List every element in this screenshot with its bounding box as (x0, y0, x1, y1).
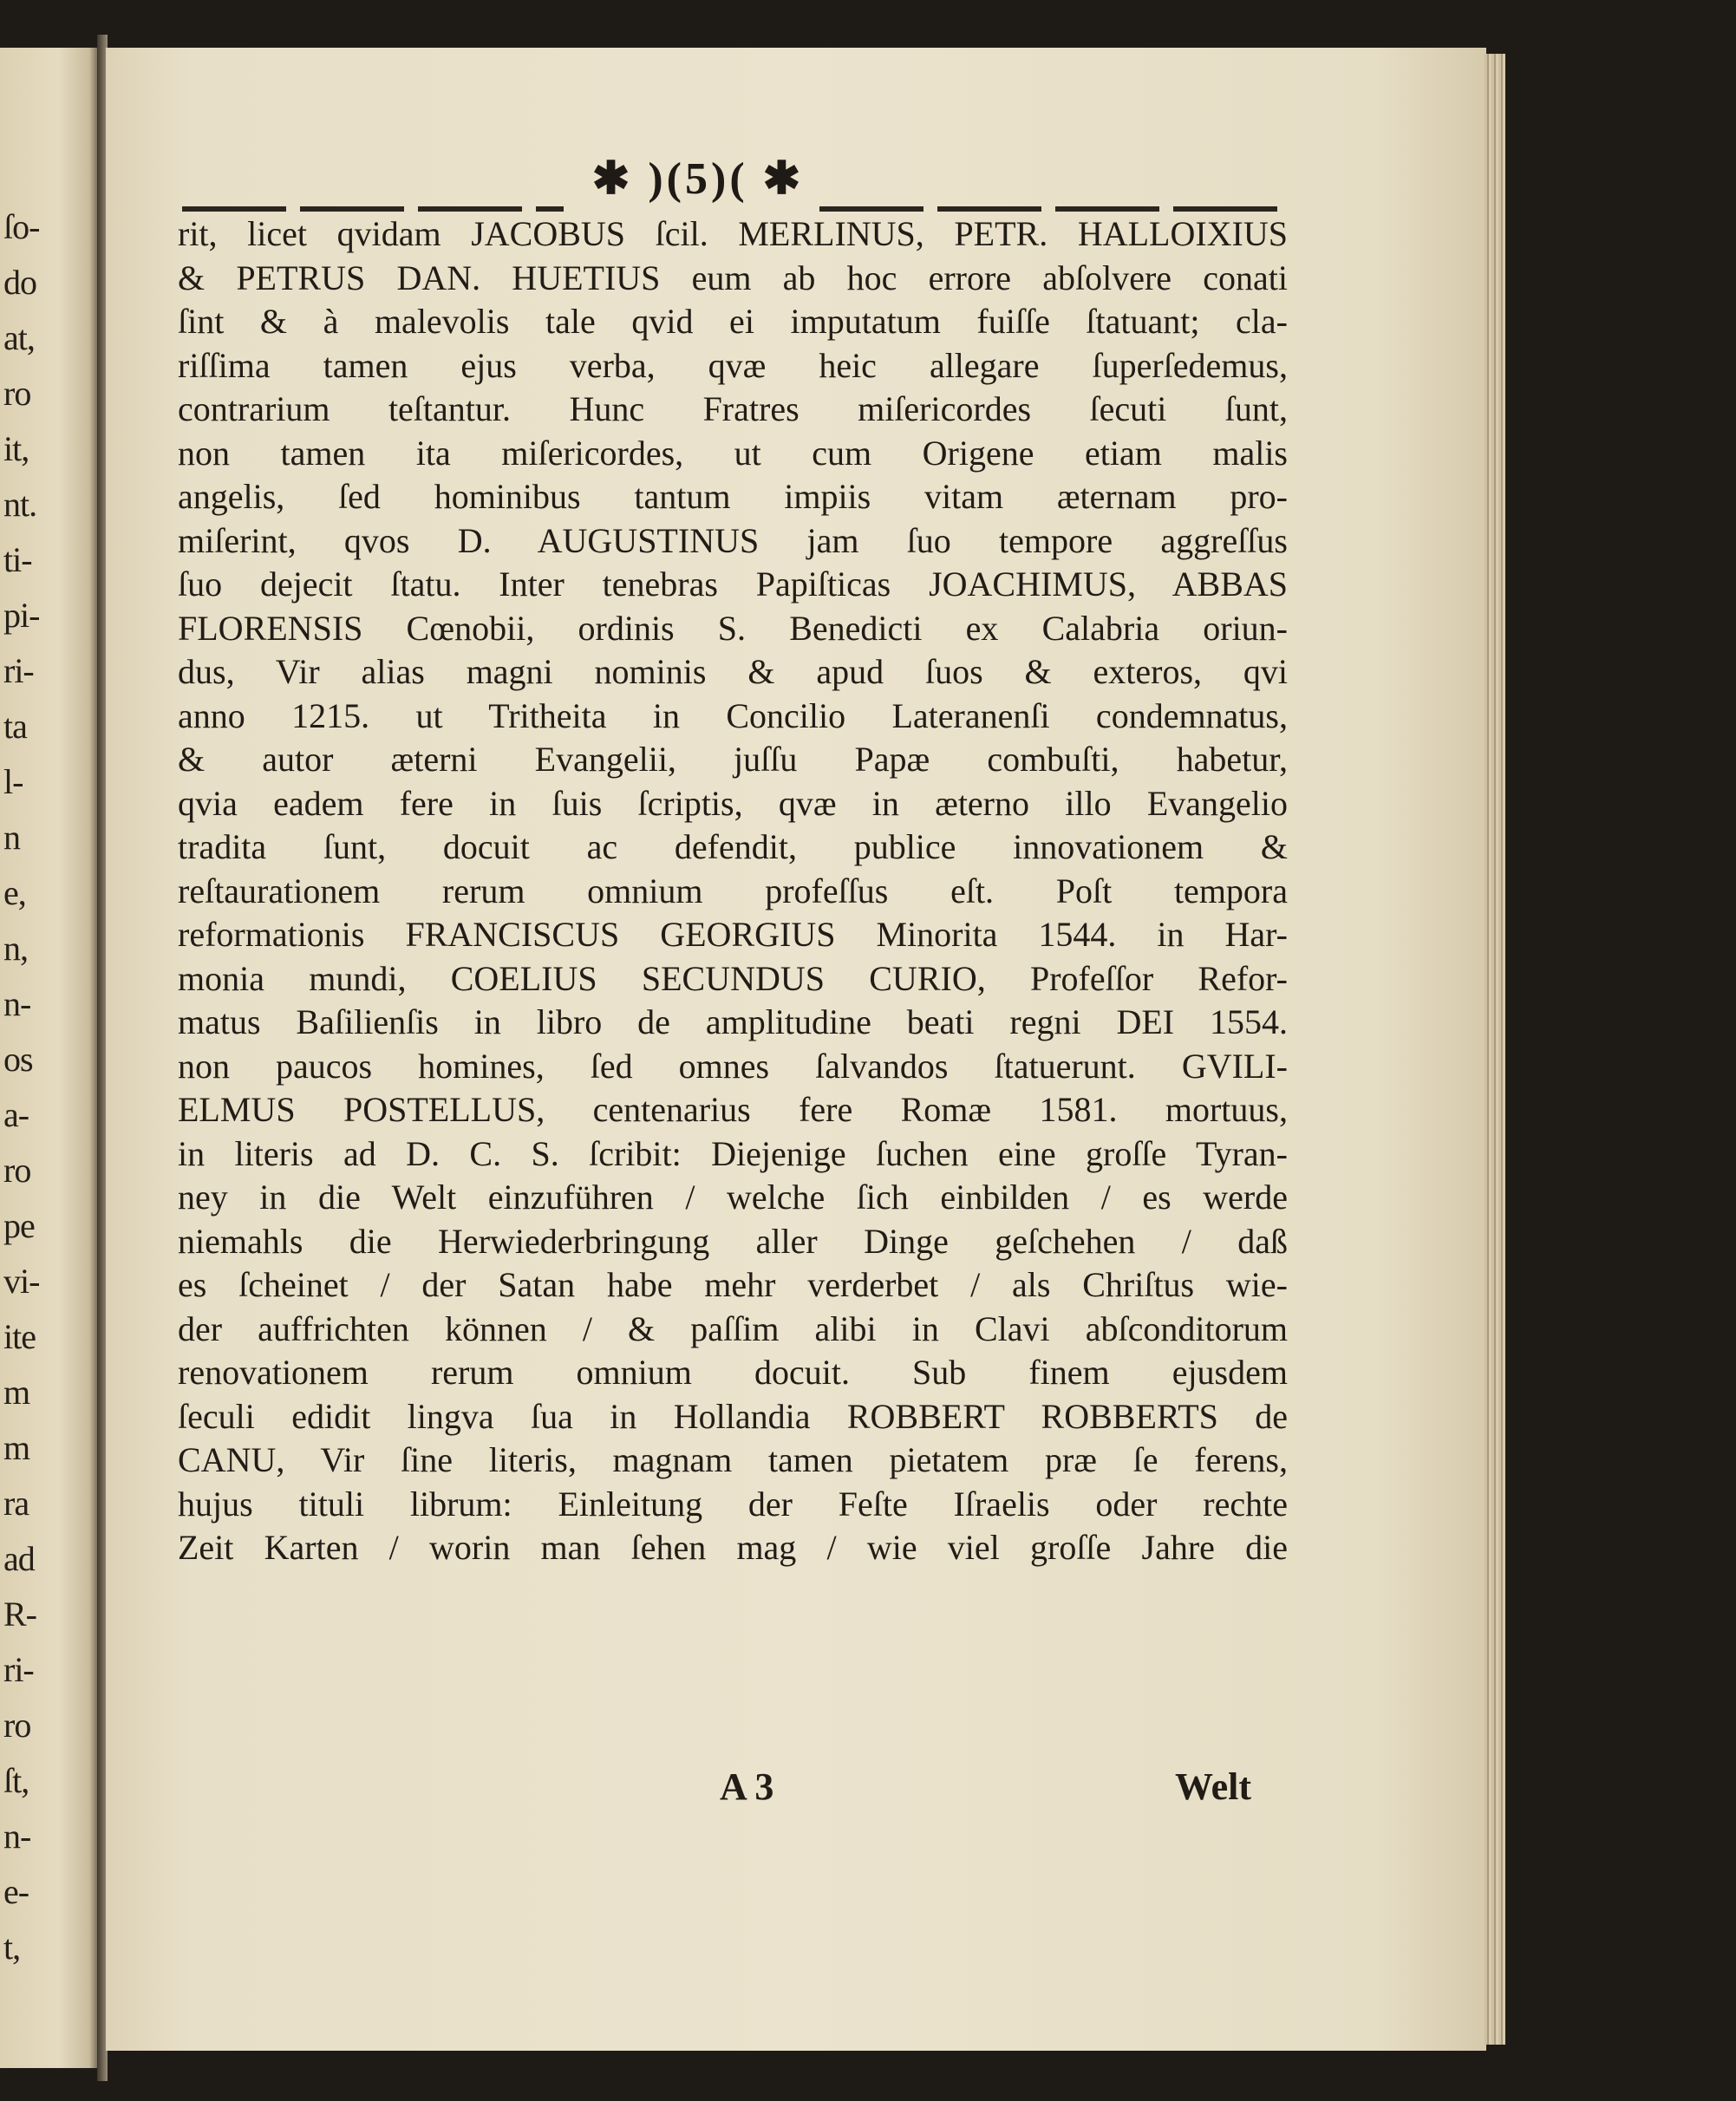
text-line: non tamen ita miſericordes, ut cum Origene etiam malis (178, 433, 1288, 473)
prev-page-fragment: ri- (3, 1650, 34, 1689)
prev-page-fragment: ad (3, 1539, 35, 1578)
prev-page-fragment: R- (3, 1595, 36, 1634)
prev-page-fragment: t, (3, 1928, 21, 1967)
text-line: reformationis FRANCISCUS GEORGIUS Minorita 1544. in Har- (178, 915, 1288, 954)
prev-page-fragment: a- (3, 1095, 29, 1134)
page-stack-edge (1485, 54, 1505, 2045)
prev-page-fragment: n, (3, 929, 28, 968)
prev-page-fragment: it, (3, 429, 29, 468)
text-line: renovationem rerum omnium docuit. Sub finem ejusdem (178, 1353, 1288, 1392)
text-line: miſerint, qvos D. AUGUSTINUS jam ſuo tempore aggreſſus (178, 520, 1288, 560)
text-line: ELMUS POSTELLUS, centenarius fere Romæ 1581. mortuus, (178, 1090, 1288, 1129)
prev-page-fragment: n- (3, 984, 31, 1023)
catchword: Welt (1175, 1765, 1251, 1808)
prev-page-fragment: pe (3, 1206, 35, 1245)
text-line: angelis, ſed hominibus tantum impiis vitam æternam pro- (178, 477, 1288, 516)
prev-page-fragment: do (3, 263, 36, 302)
prev-page-fragment: m (3, 1428, 30, 1467)
text-line: & autor æterni Evangelii, juſſu Papæ combuſti, habetur, (178, 740, 1288, 779)
body-text (178, 212, 1288, 1570)
text-line: Zeit Karten / worin man ſehen mag / wie viel groſſe Jahre die (178, 1528, 1288, 1567)
text-line: & PETRUS DAN. HUETIUS eum ab hoc errore abſolvere conati (178, 258, 1288, 297)
text-line: matus Baſilienſis in libro de amplitudine beati regni DEI 1554. (178, 1002, 1288, 1041)
prev-page-fragment: ta (3, 707, 27, 746)
text-line: monia mundi, COELIUS SECUNDUS CURIO, Profeſſor Refor- (178, 958, 1288, 998)
text-line: tradita ſunt, docuit ac defendit, publice innovationem & (178, 827, 1288, 866)
prev-page-fragment: ite (3, 1317, 36, 1356)
prev-page-fragment: e, (3, 873, 26, 912)
text-line: contrarium teſtantur. Hunc Fratres miſericordes ſecuti ſunt, (178, 389, 1288, 428)
prev-page-fragment: m (3, 1373, 30, 1412)
prev-page-fragment: n- (3, 1817, 31, 1856)
prev-page-fragment: ro (3, 374, 31, 413)
prev-page-fragment: ti- (3, 540, 32, 579)
text-line: rit, licet qvidam JACOBUS ſcil. MERLINUS, PETR. HALLOIXIUS (178, 214, 1288, 253)
text-line: CANU, Vir ſine literis, magnam tamen pietatem præ ſe ferens, (178, 1440, 1288, 1479)
prev-page-fragment: pi- (3, 596, 40, 635)
page-header (182, 147, 1283, 217)
text-line: non paucos homines, ſed omnes ſalvandos ſtatuerunt. GVILI- (178, 1046, 1288, 1086)
prev-page-fragment: e- (3, 1872, 29, 1911)
previous-page-edge (0, 48, 97, 2068)
text-line: ſint & à malevolis tale qvid ei imputatum fuiſſe ſtatuant; cla- (178, 302, 1288, 341)
header-rule-left (182, 206, 564, 212)
text-line: ney in die Welt einzuführen / welche ſich einbilden / es werde (178, 1178, 1288, 1217)
prev-page-fragment: at, (3, 318, 35, 357)
header-rule-right (819, 206, 1283, 212)
prev-page-fragment: ſt, (3, 1761, 29, 1800)
prev-page-fragment: vi- (3, 1262, 40, 1301)
prev-page-fragment: ſo- (3, 207, 40, 246)
text-line: niemahls die Herwiederbringung aller Dinge geſchehen / daß (178, 1221, 1288, 1261)
text-line: reſtaurationem rerum omnium profeſſus eſt. Poſt tempora (178, 871, 1288, 910)
prev-page-fragment: os (3, 1040, 33, 1079)
text-line: ſeculi edidit lingva ſua in Hollandia ROBBERT ROBBERTS de (178, 1396, 1288, 1436)
text-line: es ſcheinet / der Satan habe mehr verderbet / als Chriſtus wie- (178, 1265, 1288, 1304)
signature-mark: A 3 (720, 1765, 774, 1808)
text-line: in literis ad D. C. S. ſcribit: Diejenige ſuchen eine groſſe Tyran- (178, 1133, 1288, 1173)
text-line: dus, Vir alias magni nominis & apud ſuos & exteros, qvi (178, 652, 1288, 691)
prev-page-fragment: ra (3, 1484, 29, 1523)
prev-page-fragment: l- (3, 762, 23, 801)
prev-page-fragment: ri- (3, 651, 34, 690)
page-number: ✱ )(5)( ✱ (591, 154, 805, 204)
prev-page-fragment: nt. (3, 485, 37, 524)
text-line: riſſima tamen ejus verba, qvæ heic allegare ſuperſedemus, (178, 345, 1288, 385)
text-line: qvia eadem fere in ſuis ſcriptis, qvæ in æterno illo Evangelio (178, 783, 1288, 823)
text-line: FLORENSIS Cœnobii, ordinis S. Benedicti ex Calabria oriun- (178, 608, 1288, 648)
text-line: ſuo dejecit ſtatu. Inter tenebras Papiſticas JOACHIMUS, ABBAS (178, 564, 1288, 604)
prev-page-fragment: n (3, 818, 20, 857)
text-line: der auffrichten können / & paſſim alibi in Clavi abſconditorum (178, 1308, 1288, 1348)
text-line: hujus tituli librum: Einleitung der Feſte Iſraelis oder rechte (178, 1484, 1288, 1524)
prev-page-fragment: ro (3, 1706, 31, 1745)
prev-page-fragment: ro (3, 1151, 31, 1190)
text-line: anno 1215. ut Tritheita in Concilio Lateranenſi condemnatus, (178, 695, 1288, 735)
